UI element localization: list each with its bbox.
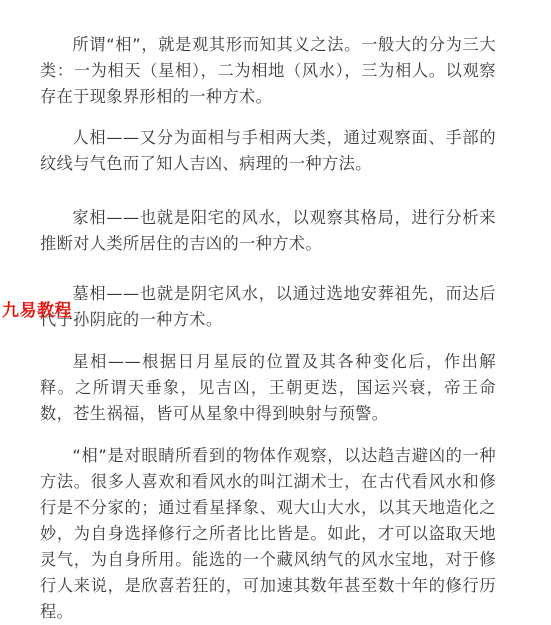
paragraph-intro: 所谓“相”，就是观其形而知其义之法。一般大的分为三大类：一为相天（星相），二为相地（风水），三为相人。以观察存在于现象界形相的一种方术。 bbox=[40, 35, 496, 106]
paragraph-conclusion: “相”是对眼睛所看到的物体作观察，以达趋吉避凶的一种方法。很多人喜欢和看风水的叫江湖术士，在古代看风水和修行是不分家的；通过看星择象、观大山大水，以其天地造化之妙，为自身选择修行之所者比比皆是。如此，才可以盗取天地灵气，为自身所用。能选的一个藏风纳气的风水宝地，对于修行人来说，是欣喜若狂的，可加速其数年甚至数十年的修行历程。 bbox=[40, 446, 496, 621]
watermark-label: 九易教程 bbox=[2, 301, 72, 321]
paragraph-astrology: 星相——根据日月星辰的位置及其各种变化后，作出解释。之所谓天垂象，见吉凶，王朝更迭，国运兴衰，帝王命数，苍生祸福，皆可从星象中得到映射与预警。 bbox=[40, 352, 496, 423]
paragraph-human-physiognomy: 人相——又分为面相与手相两大类，通过观察面、手部的纹线与气色而了知人吉凶、病理的一种方法。 bbox=[40, 128, 496, 173]
paragraph-tomb-fengshui: 墓相——也就是阴宅风水，以通过选地安葬祖先，而达后代子孙阴庇的一种方术。 bbox=[40, 284, 496, 329]
paragraph-house-fengshui: 家相——也就是阳宅的风水，以观察其格局，进行分析来推断对人类所居住的吉凶的一种方术。 bbox=[40, 208, 496, 253]
